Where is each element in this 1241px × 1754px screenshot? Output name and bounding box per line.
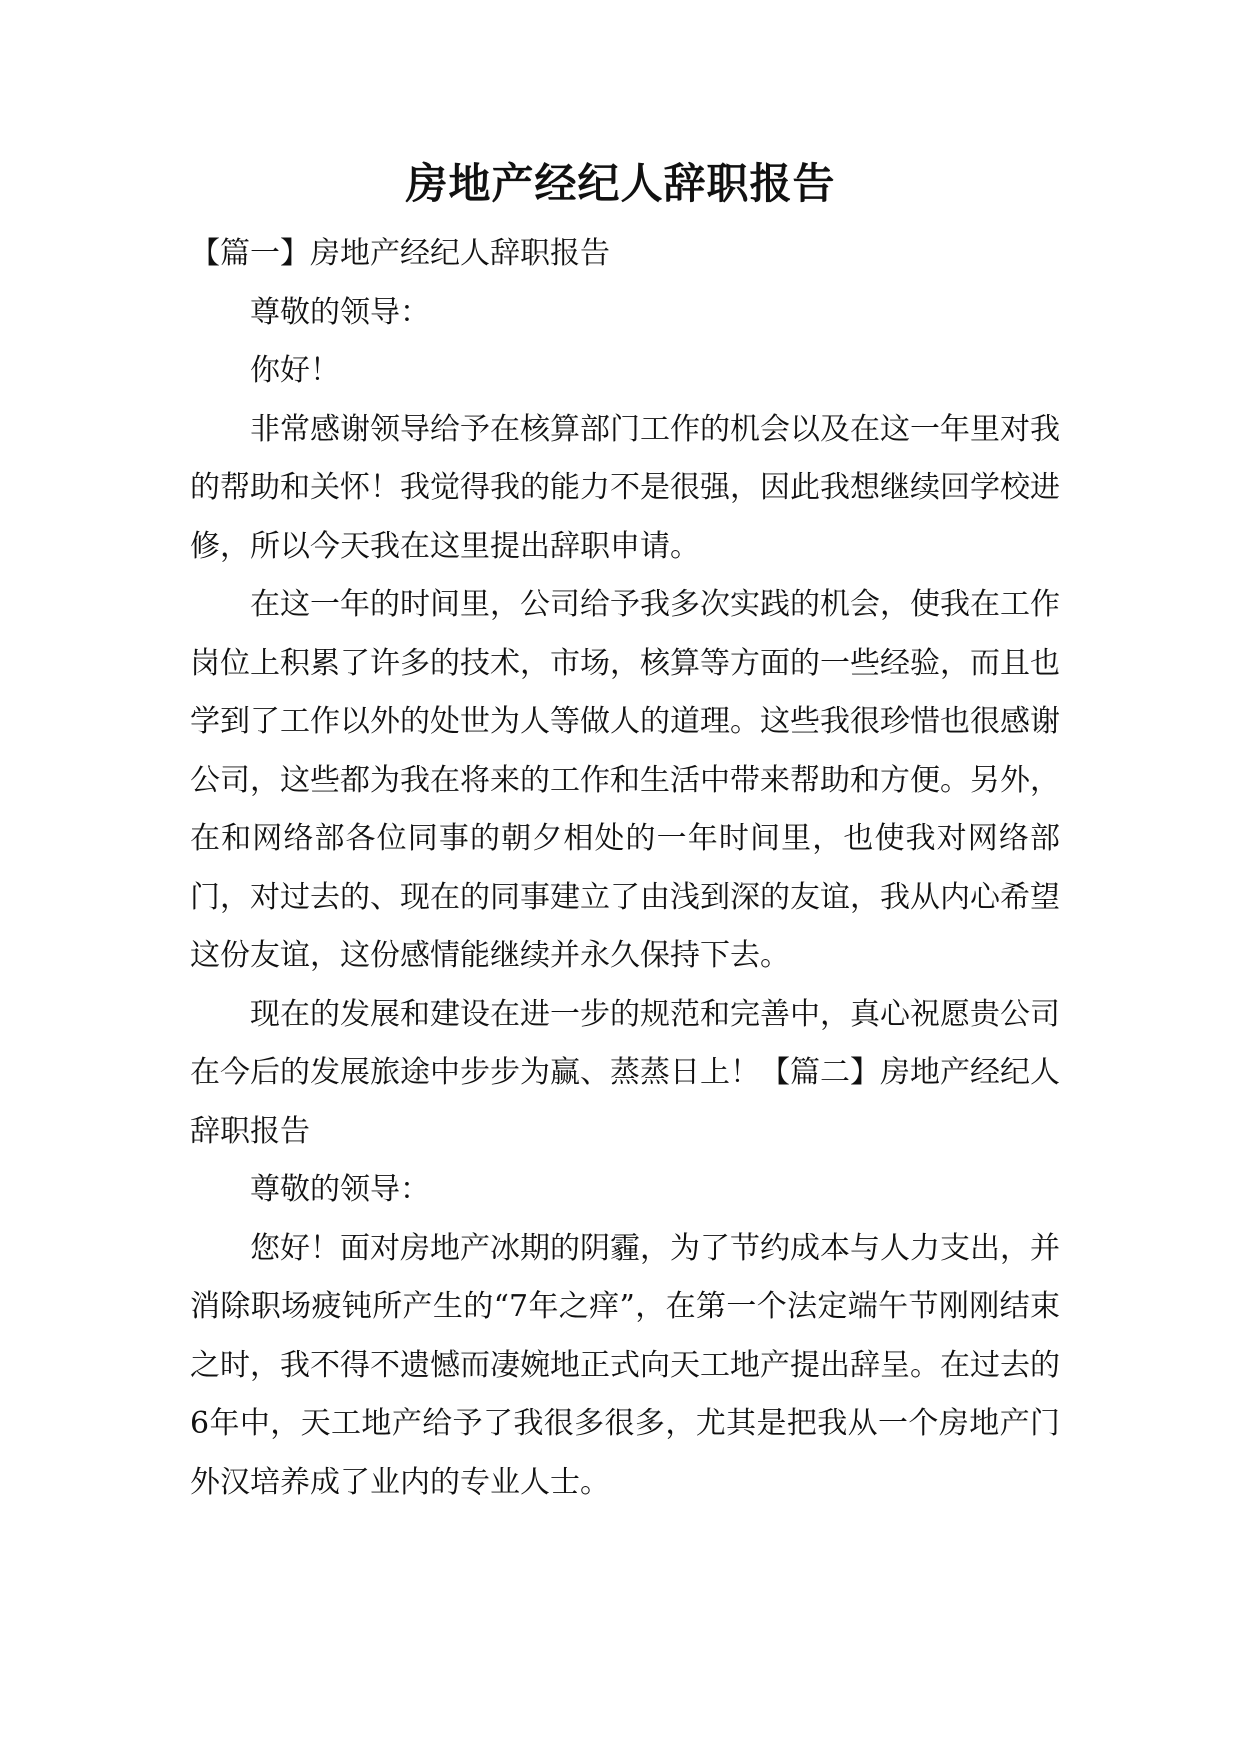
body-paragraph-3: 现在的发展和建设在进一步的规范和完善中，真心祝愿贵公司在今后的发展旅途中步步为赢、蒸蒸日上！【篇二】房地产经纪人辞职报告 <box>190 996 1060 1149</box>
section-heading-1: 【篇一】房地产经纪人辞职报告 <box>190 236 610 271</box>
body-paragraph-1: 非常感谢领导给予在核算部门工作的机会以及在这一年里对我的帮助和关怀！我觉得我的能力不是很强，因此我想继续回学校进修，所以今天我在这里提出辞职申请。 <box>190 411 1060 564</box>
body-paragraph-4: 您好！面对房地产冰期的阴霾，为了节约成本与人力支出，并消除职场疲钝所产生的“7年之痒”，在第一个法定端午节刚刚结束之时，我不得不遗憾而凄婉地正式向天工地产提出辞呈。在过去的6年中，天工地产给予了我很多很多，尤其是把我从一个房地产门外汉培养成了业内的专业人士。 <box>190 1230 1060 1500</box>
salutation-1: 尊敬的领导： <box>250 294 430 330</box>
salutation-2: 尊敬的领导： <box>250 1172 430 1207</box>
body-paragraph-2: 在这一年的时间里，公司给予我多次实践的机会，使我在工作岗位上积累了许多的技术，市场，核算等方面的一些经验，而且也学到了工作以外的处世为人等做人的道理。这些我很珍惜也很感谢公司，这些都为我在将来的工作和生活中带来帮助和方便。另外，在和网络部各位同事的朝夕相处的一年时间里，也使我对网络部门，对过去的、现在的同事建立了由浅到深的友谊，我从内心希望这份友谊，这份感情能继续并永久保持下去。 <box>190 587 1060 973</box>
document-title: 房地产经纪人辞职报告 <box>405 159 836 208</box>
greeting-1: 你好！ <box>250 353 340 388</box>
document-body <box>190 225 1060 1512</box>
